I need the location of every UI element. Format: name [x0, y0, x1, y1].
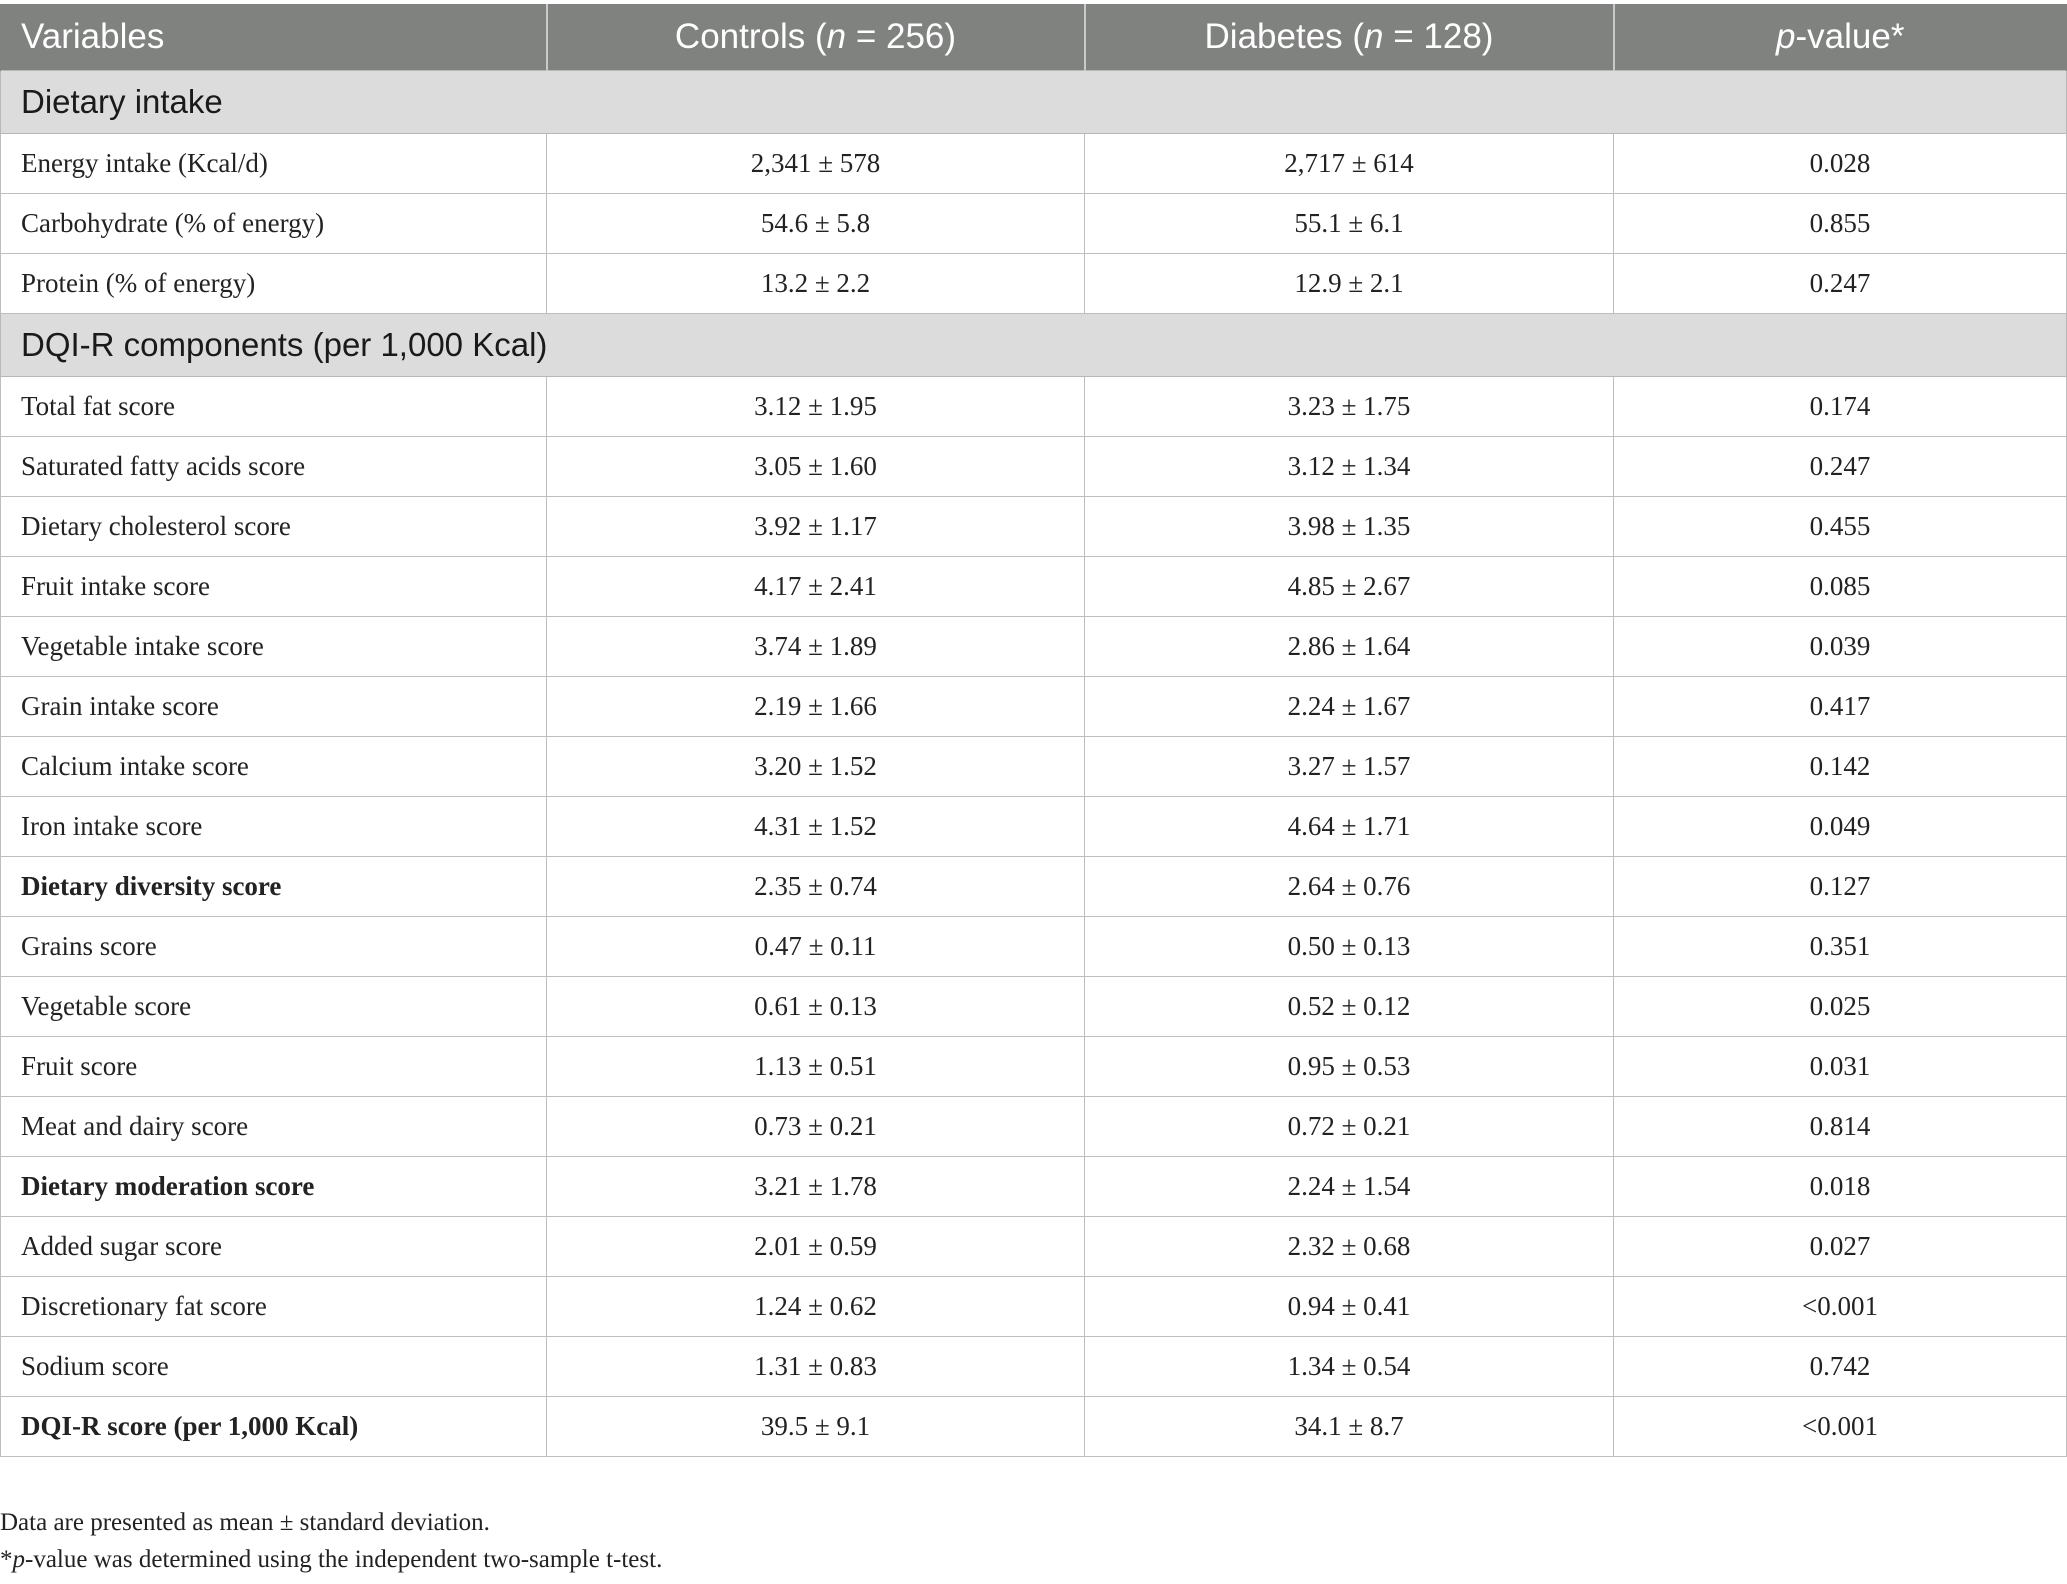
controls-value: 1.24 ± 0.62 [547, 1277, 1085, 1337]
controls-value: 4.17 ± 2.41 [547, 557, 1085, 617]
row-label: Fruit intake score [1, 557, 547, 617]
row-label: Total fat score [1, 377, 547, 437]
p-value: 0.142 [1614, 737, 2067, 797]
table-row [1, 977, 2067, 1037]
controls-value: 3.05 ± 1.60 [547, 437, 1085, 497]
controls-value: 1.31 ± 0.83 [547, 1337, 1085, 1397]
controls-value: 3.74 ± 1.89 [547, 617, 1085, 677]
diabetes-value: 0.94 ± 0.41 [1085, 1277, 1614, 1337]
table-row [1, 1097, 2067, 1157]
controls-value: 3.92 ± 1.17 [547, 497, 1085, 557]
p-value: 0.028 [1614, 134, 2067, 194]
header-p-value: p-value* [1614, 4, 2067, 71]
row-label: Added sugar score [1, 1217, 547, 1277]
p-value: 0.742 [1614, 1337, 2067, 1397]
table-row [1, 677, 2067, 737]
table-row [1, 1037, 2067, 1097]
table-row [1, 1217, 2067, 1277]
table-row [1, 617, 2067, 677]
diabetes-value: 4.64 ± 1.71 [1085, 797, 1614, 857]
row-label: Saturated fatty acids score [1, 437, 547, 497]
diabetes-value: 1.34 ± 0.54 [1085, 1337, 1614, 1397]
table-row [1, 1277, 2067, 1337]
diabetes-value: 2.64 ± 0.76 [1085, 857, 1614, 917]
table-header-row [1, 4, 2067, 71]
p-value: 0.455 [1614, 497, 2067, 557]
table-row [1, 254, 2067, 314]
controls-value: 0.61 ± 0.13 [547, 977, 1085, 1037]
table-row [1, 917, 2067, 977]
p-value: 0.018 [1614, 1157, 2067, 1217]
diabetes-value: 3.98 ± 1.35 [1085, 497, 1614, 557]
diabetes-value: 0.52 ± 0.12 [1085, 977, 1614, 1037]
p-value: 0.814 [1614, 1097, 2067, 1157]
table-row [1, 437, 2067, 497]
p-value: 0.247 [1614, 437, 2067, 497]
p-value: 0.417 [1614, 677, 2067, 737]
table-row [1, 1397, 2067, 1457]
controls-value: 3.12 ± 1.95 [547, 377, 1085, 437]
diabetes-value: 0.50 ± 0.13 [1085, 917, 1614, 977]
diabetes-value: 34.1 ± 8.7 [1085, 1397, 1614, 1457]
row-label: Sodium score [1, 1337, 547, 1397]
p-value: 0.049 [1614, 797, 2067, 857]
diabetes-value: 0.95 ± 0.53 [1085, 1037, 1614, 1097]
controls-value: 2.19 ± 1.66 [547, 677, 1085, 737]
table-row [1, 737, 2067, 797]
row-label: Dietary cholesterol score [1, 497, 547, 557]
p-value: <0.001 [1614, 1277, 2067, 1337]
table-row [1, 857, 2067, 917]
section-header-row [1, 314, 2067, 377]
diabetes-value: 12.9 ± 2.1 [1085, 254, 1614, 314]
section-title: DQI-R components (per 1,000 Kcal) [1, 314, 2067, 377]
diabetes-value: 3.23 ± 1.75 [1085, 377, 1614, 437]
p-value: 0.031 [1614, 1037, 2067, 1097]
table-footnotes [0, 1504, 662, 1578]
section-title: Dietary intake [1, 71, 2067, 134]
table-row [1, 194, 2067, 254]
controls-value: 0.47 ± 0.11 [547, 917, 1085, 977]
row-label: Dietary diversity score [1, 857, 547, 917]
diabetes-value: 55.1 ± 6.1 [1085, 194, 1614, 254]
row-label: Carbohydrate (% of energy) [1, 194, 547, 254]
controls-value: 3.20 ± 1.52 [547, 737, 1085, 797]
p-value: 0.247 [1614, 254, 2067, 314]
table-row [1, 557, 2067, 617]
row-label: Calcium intake score [1, 737, 547, 797]
data-table [0, 4, 2067, 1457]
p-value: <0.001 [1614, 1397, 2067, 1457]
p-value: 0.855 [1614, 194, 2067, 254]
row-label: DQI-R score (per 1,000 Kcal) [1, 1397, 547, 1457]
controls-value: 2,341 ± 578 [547, 134, 1085, 194]
row-label: Protein (% of energy) [1, 254, 547, 314]
controls-value: 1.13 ± 0.51 [547, 1037, 1085, 1097]
p-value: 0.039 [1614, 617, 2067, 677]
row-label: Grains score [1, 917, 547, 977]
table-row [1, 797, 2067, 857]
header-diabetes: Diabetes (n = 128) [1085, 4, 1614, 71]
controls-value: 4.31 ± 1.52 [547, 797, 1085, 857]
controls-value: 2.01 ± 0.59 [547, 1217, 1085, 1277]
controls-value: 54.6 ± 5.8 [547, 194, 1085, 254]
data-table-container [0, 4, 2066, 1457]
diabetes-value: 4.85 ± 2.67 [1085, 557, 1614, 617]
row-label: Fruit score [1, 1037, 547, 1097]
controls-value: 3.21 ± 1.78 [547, 1157, 1085, 1217]
p-value: 0.025 [1614, 977, 2067, 1037]
row-label: Meat and dairy score [1, 1097, 547, 1157]
controls-value: 2.35 ± 0.74 [547, 857, 1085, 917]
controls-value: 39.5 ± 9.1 [547, 1397, 1085, 1457]
row-label: Vegetable intake score [1, 617, 547, 677]
table-row [1, 1337, 2067, 1397]
row-label: Dietary moderation score [1, 1157, 547, 1217]
controls-value: 13.2 ± 2.2 [547, 254, 1085, 314]
diabetes-value: 2.86 ± 1.64 [1085, 617, 1614, 677]
row-label: Iron intake score [1, 797, 547, 857]
diabetes-value: 2,717 ± 614 [1085, 134, 1614, 194]
p-value: 0.127 [1614, 857, 2067, 917]
footnote-data-description: Data are presented as mean ± standard deviation. [0, 1509, 490, 1536]
table-row [1, 377, 2067, 437]
diabetes-value: 2.24 ± 1.54 [1085, 1157, 1614, 1217]
footnote-p-value: *p-value was determined using the independent two-sample t-test. [0, 1546, 663, 1573]
p-value: 0.351 [1614, 917, 2067, 977]
row-label: Vegetable score [1, 977, 547, 1037]
header-controls: Controls (n = 256) [547, 4, 1085, 71]
diabetes-value: 2.24 ± 1.67 [1085, 677, 1614, 737]
p-value: 0.027 [1614, 1217, 2067, 1277]
row-label: Grain intake score [1, 677, 547, 737]
table-row [1, 497, 2067, 557]
diabetes-value: 3.12 ± 1.34 [1085, 437, 1614, 497]
section-header-row [1, 71, 2067, 134]
diabetes-value: 3.27 ± 1.57 [1085, 737, 1614, 797]
diabetes-value: 2.32 ± 0.68 [1085, 1217, 1614, 1277]
row-label: Energy intake (Kcal/d) [1, 134, 547, 194]
diabetes-value: 0.72 ± 0.21 [1085, 1097, 1614, 1157]
p-value: 0.174 [1614, 377, 2067, 437]
p-value: 0.085 [1614, 557, 2067, 617]
controls-value: 0.73 ± 0.21 [547, 1097, 1085, 1157]
table-body [1, 71, 2067, 1457]
header-variables: Variables [1, 4, 547, 71]
table-row [1, 1157, 2067, 1217]
table-row [1, 134, 2067, 194]
row-label: Discretionary fat score [1, 1277, 547, 1337]
